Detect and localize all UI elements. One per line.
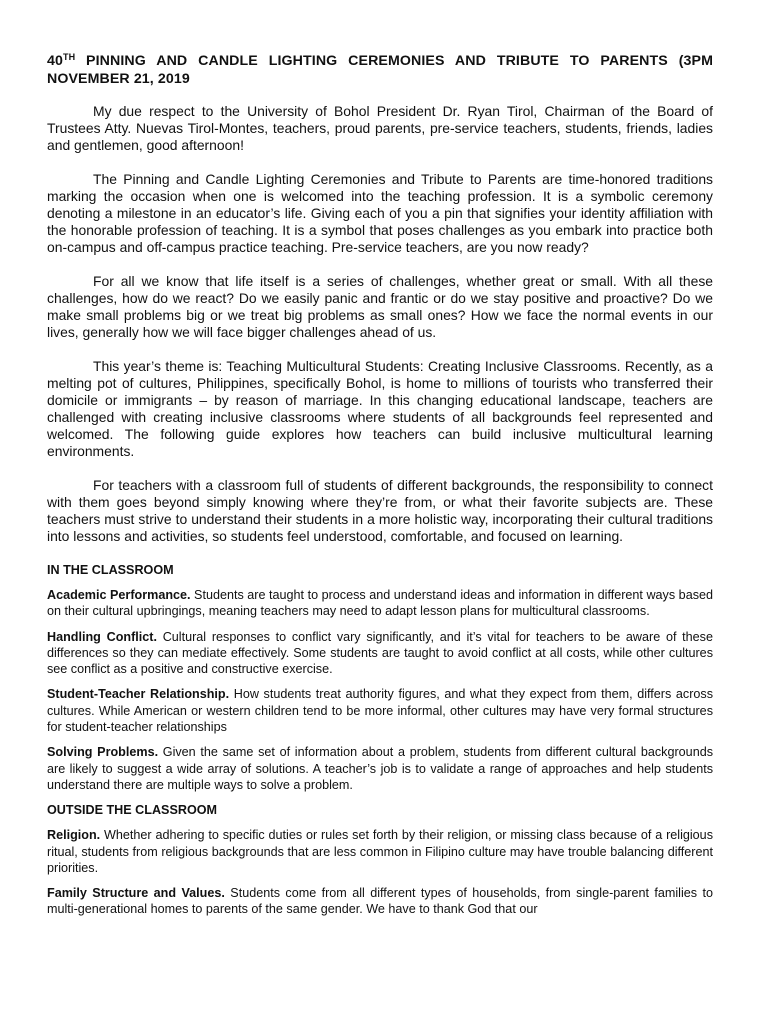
item-term: Academic Performance. [47, 588, 191, 602]
handling-conflict-item [47, 629, 713, 678]
student-teacher-relationship-item [47, 686, 713, 735]
document-page [47, 52, 713, 927]
family-structure-item [47, 885, 713, 918]
item-text: Students are taught to process and understand ideas and information in different ways based on their cultural upbringings, meaning teachers may need to adapt lesson plans for multicultural classrooms. [47, 588, 713, 619]
outside-classroom-heading: OUTSIDE THE CLASSROOM [47, 803, 218, 818]
title-ordinal-suffix: TH [62, 52, 76, 62]
document-title [47, 52, 713, 88]
item-text: How students treat authority figures, and what they expect from them, differs across cultures. While American or western children tend to be more informal, other cultures may have very formal structures for student-teacher relationships [47, 687, 713, 735]
item-term: Student-Teacher Relationship. [47, 687, 230, 702]
item-term: Religion. [47, 828, 101, 843]
greeting-paragraph: My due respect to the University of Bohol President Dr. Ryan Tirol, Chairman of the Board of Trustees Atty. Nuevas Tirol-Montes, teachers, proud parents, pre-service teachers, students, friends, ladies and gentlemen, good afternoon! [47, 103, 713, 153]
item-term: Family Structure and Values. [47, 886, 225, 901]
item-term: Handling Conflict. [47, 629, 157, 644]
item-text: Given the same set of information about a problem, students from different cultural backgrounds are likely to suggest a wide array of solutions. A teacher’s job is to validate a range of approaches and help students understand there are multiple ways to solve a problem. [47, 745, 713, 792]
challenges-paragraph: For all we know that life itself is a series of challenges, whether great or small. With all these challenges, how do we react? Do we easily panic and frantic or do we stay positive and proactive? Do we make small problems big or we treat big problems as small ones? How we face the normal events in our lives, generally how we will face bigger challenges ahead of us. [47, 273, 713, 340]
teachers-paragraph: For teachers with a classroom full of students of different backgrounds, the responsibility to connect with them goes beyond simply knowing where they’re from, or what their favorite subjects are. These teachers must strive to understand their students in a more holistic way, incorporating their cultural traditions into lessons and activities, so students feel understood, comfortable, and focused on learning. [47, 477, 713, 544]
item-text: Cultural responses to conflict vary significantly, and it’s vital for teachers to be aware of these differences so they can mediate effectively. Some students are taught to avoid conflict at all costs, while other cultures see conflict as a positive and constructive exercise. [47, 629, 713, 677]
ceremony-paragraph: The Pinning and Candle Lighting Ceremonies and Tribute to Parents are time-honored traditions marking the occasion when one is welcomed into the teaching profession. It is a symbolic ceremony denoting a milestone in an educator’s life. Giving each of you a pin that signifies your identity affiliation with the honorable profession of teaching. It is a symbol that poses challenges as you embark into practice both on-campus and off-campus practice teaching. Pre-service teachers, are you now ready? [47, 171, 713, 255]
item-text: Whether adhering to specific duties or rules set forth by their religion, or missing class because of a religious ritual, students from religious backgrounds that are less common in Filipino culture may have trouble balancing different priorities. [47, 828, 713, 875]
academic-performance-item [47, 587, 713, 620]
theme-paragraph: This year’s theme is: Teaching Multicultural Students: Creating Inclusive Classrooms. Recently, as a melting pot of cultures, Philippines, specifically Bohol, is home to millions of tourists who transferred their domicile or immigrants – by reason of marriage. In this changing educational landscape, teachers are challenged with creating inclusive classrooms where students of all backgrounds feel represented and welcomed. The following guide explores how teachers can build inclusive multicultural learning environments. [47, 358, 713, 459]
solving-problems-item [47, 744, 713, 793]
item-text: Students come from all different types of households, from single-parent families to multi-generational homes to parents of the same gender. We have to thank God that our [47, 886, 713, 917]
religion-item [47, 827, 713, 876]
item-term: Solving Problems. [47, 745, 159, 760]
title-text: PINNING AND CANDLE LIGHTING CEREMONIES AND TRIBUTE TO PARENTS (3PM NOVEMBER 21, 2019 [47, 53, 713, 87]
in-classroom-heading: IN THE CLASSROOM [47, 563, 174, 577]
title-ordinal: 40 [47, 53, 63, 69]
